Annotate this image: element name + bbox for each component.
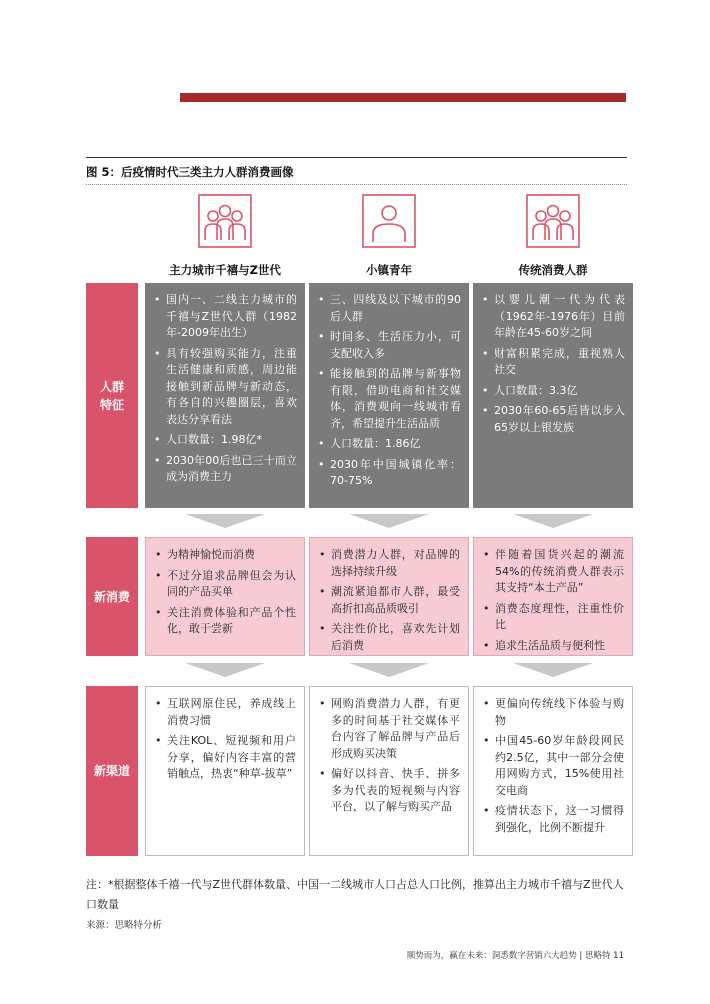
page-footer: 顺势而为，赢在未来：洞悉数字营销六大趋势 | 思略特 11 — [406, 951, 624, 961]
list-item: • 互联网原住民，养成线上消费习惯 — [154, 696, 296, 729]
list-item: • 人口数量：1.98亿* — [153, 432, 297, 449]
list-item: • 能接触到的品牌与新事物有限，借助电商和社交媒体，消费观向一线城市看齐，希望提升生活品质 — [317, 366, 461, 432]
row-label-demographics: 人群 特征 — [86, 283, 138, 508]
list-item: • 追求生活品质与便利性 — [482, 638, 624, 655]
cell-demographics-small-town — [309, 283, 469, 508]
list-item: • 为精神愉悦而消费 — [154, 547, 296, 564]
list-item: • 关注性价比，喜欢先计划后消费 — [318, 621, 460, 654]
down-arrow — [513, 514, 593, 528]
column-name: 传统消费人群 — [518, 263, 588, 277]
column-header-urban-millennials — [145, 194, 305, 278]
list-item: • 时间多、生活压力小，可支配收入多 — [317, 329, 461, 362]
list-item: • 国内一、二线主力城市的千禧与Z世代人群（1982年-2009年出生） — [153, 292, 297, 342]
list-item: • 网购消费潜力人群，有更多的时间基于社交媒体平台内容了解品牌与产品后形成购买决策 — [318, 696, 460, 762]
list-item: • 中国45-60岁年龄段网民约2.5亿，其中一部分会使用网购方式，15%使用社交电商 — [482, 733, 624, 799]
cell-consumption-small-town — [309, 537, 469, 656]
figure-source: 来源：思略特分析 — [86, 920, 163, 931]
list-item: • 不过分追求品牌但会为认同的产品买单 — [154, 568, 296, 601]
cell-channels-traditional — [473, 686, 633, 856]
list-item: • 更偏向传统线下体验与购物 — [482, 696, 624, 729]
cell-channels-urban — [145, 686, 305, 856]
list-item: • 关注消费体验和产品个性化，敢于尝新 — [154, 605, 296, 638]
down-arrow — [185, 514, 265, 528]
column-name: 主力城市千禧与Z世代 — [169, 263, 281, 277]
column-header-small-town-youth — [309, 194, 469, 278]
cell-consumption-traditional — [473, 537, 633, 656]
list-item: • 人口数量：3.3亿 — [481, 383, 625, 400]
list-item: • 人口数量：1.86亿 — [317, 436, 461, 453]
list-item: • 财富积累完成，重视熟人社交 — [481, 346, 625, 379]
list-item: • 消费态度理性，注重性价比 — [482, 601, 624, 634]
row-label-new-consumption: 新消费 — [86, 537, 138, 656]
list-item: • 偏好以抖音、快手、拼多多为代表的短视频与内容平台，以了解与购买产品 — [318, 766, 460, 816]
list-item: • 三、四线及以下城市的90后人群 — [317, 292, 461, 325]
column-name: 小镇青年 — [366, 263, 412, 277]
list-item: • 关注KOL、短视频和用户分享，偏好内容丰富的营销触点，热衷“种草-拔草” — [154, 733, 296, 783]
cell-demographics-traditional — [473, 283, 633, 508]
down-arrow — [185, 663, 265, 677]
figure-title-dotted-rule — [86, 184, 627, 185]
list-item: • 具有较强购买能力，注重生活健康和质感，周边能接触到新品牌与新动态，有各自的兴趣圈层，喜欢表达分享看法 — [153, 346, 297, 429]
down-arrow — [349, 514, 429, 528]
cell-demographics-urban — [145, 283, 305, 508]
list-item: • 消费潜力人群，对品牌的选择持续升级 — [318, 547, 460, 580]
list-item: • 2030年60-65后皆以步入65岁以上银发族 — [481, 403, 625, 436]
column-header-traditional-consumers — [473, 194, 633, 278]
header-accent-bar — [180, 93, 626, 102]
single-person-icon — [362, 194, 416, 248]
figure-title-rule — [86, 157, 627, 158]
list-item: • 以婴儿潮一代为代表（1962年-1976年）目前年龄在45-60岁之间 — [481, 292, 625, 342]
cell-channels-small-town — [309, 686, 469, 856]
figure-note: 注：*根据整体千禧一代与Z世代群体数量、中国一二线城市人口占总人口比例，推算出主力城市千禧与Z世代人口数量 — [86, 878, 624, 911]
group-of-three-people-icon — [198, 194, 252, 248]
list-item: • 2030年中国城镇化率：70-75% — [317, 457, 461, 490]
list-item: • 伴随着国货兴起的潮流54%的传统消费人群表示其支持“本土产品” — [482, 547, 624, 597]
list-item: • 疫情状态下，这一习惯得到强化，比例不断提升 — [482, 803, 624, 836]
down-arrow — [349, 663, 429, 677]
row-label-new-channels: 新渠道 — [86, 686, 138, 856]
list-item: • 潮流紧追都市人群，最受高折扣高品质吸引 — [318, 584, 460, 617]
list-item: • 2030年00后也已三十而立成为消费主力 — [153, 453, 297, 486]
figure-title: 图 5：后疫情时代三类主力人群消费画像 — [86, 165, 294, 179]
cell-consumption-urban — [145, 537, 305, 656]
group-of-three-people-icon — [526, 194, 580, 248]
down-arrow — [513, 663, 593, 677]
